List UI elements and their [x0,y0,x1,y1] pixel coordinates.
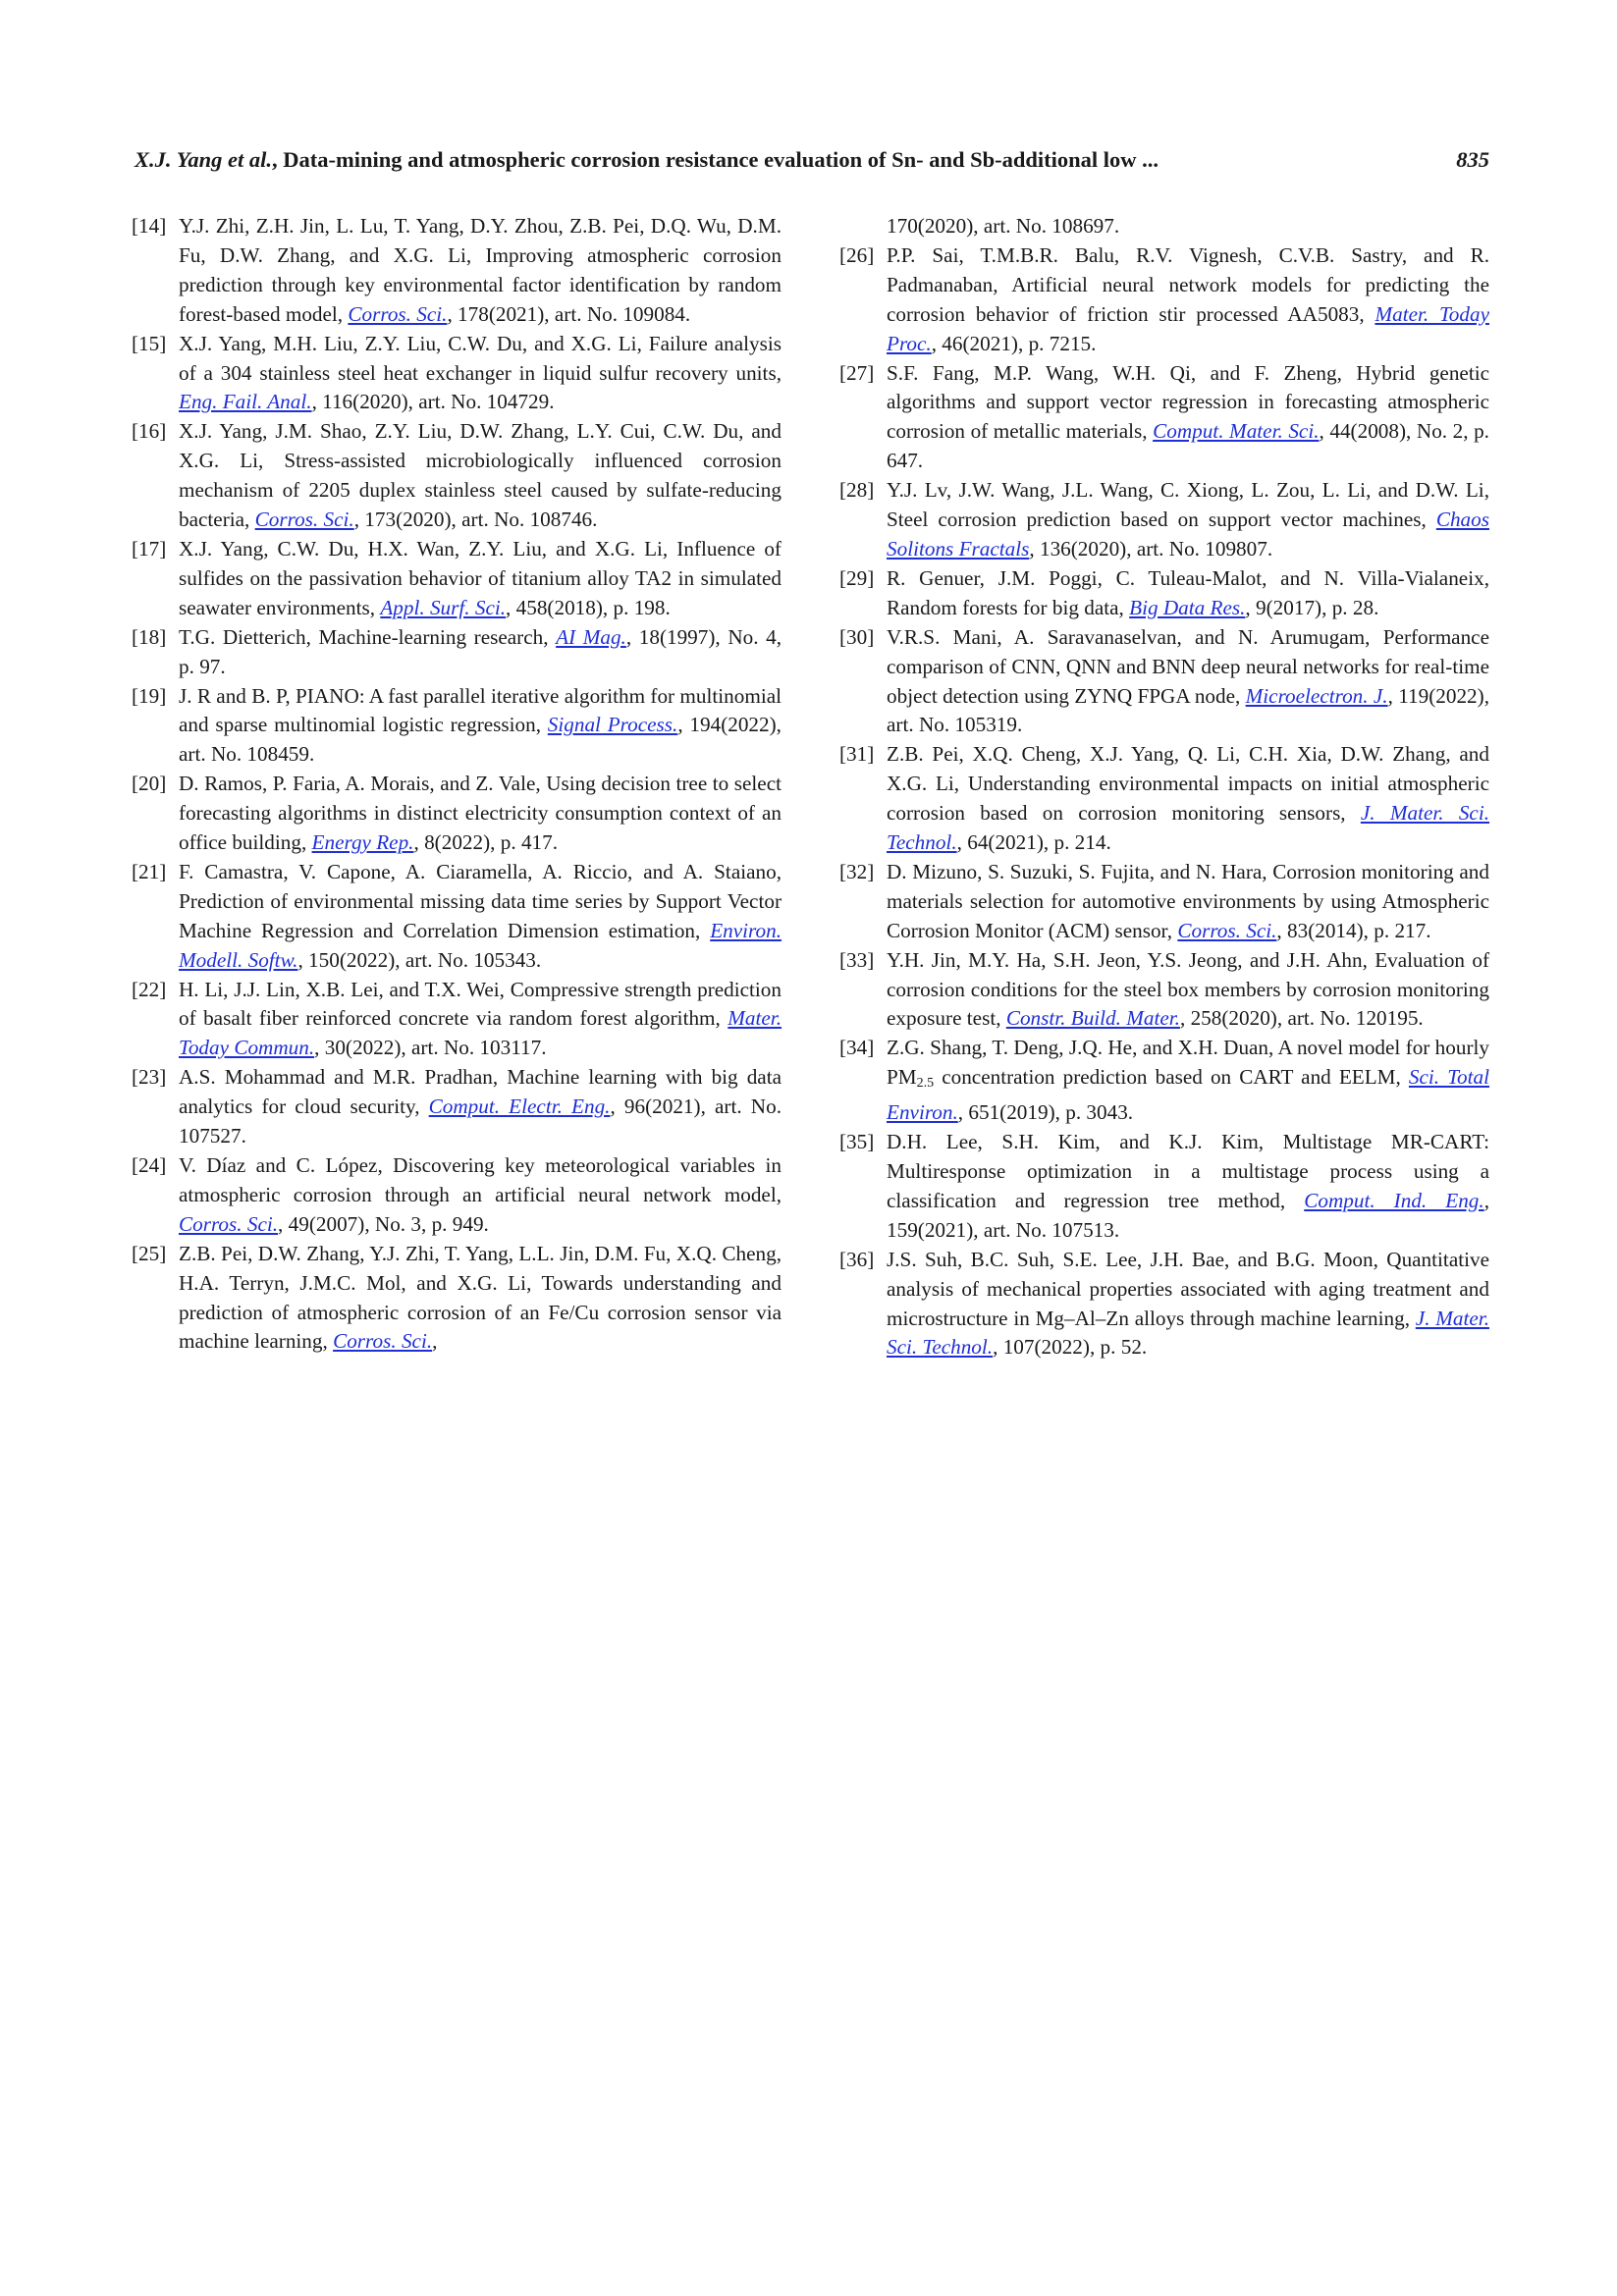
ref-number: [21] [132,859,167,883]
ref-text: Y.J. Lv, J.W. Wang, J.L. Wang, C. Xiong, L. Zou, L. Li, and D.W. Li, Steel corrosion prediction based on support vector machines, [887,478,1489,532]
ref-text: Z.G. Shang, T. Deng, J.Q. He, and X.H. Duan, A novel model for hourly PM [887,1036,1489,1090]
ref-journal-link[interactable]: Signal Process. [547,713,678,737]
ref-details: , [432,1329,438,1354]
reference-17 [132,535,782,623]
ref-details: , 651(2019), p. 3043. [957,1100,1134,1125]
ref-text: Z.B. Pei, D.W. Zhang, Y.J. Zhi, T. Yang, L.L. Jin, D.M. Fu, X.Q. Cheng, H.A. Terryn, J.M.C. Mol, and X.G. Li, Towards understanding and prediction of atmospheric corrosion of an Fe/Cu corrosion sensor via machine learning, [179,1241,782,1354]
ref-journal-link[interactable]: Sci. Total Environ. [887,1065,1489,1125]
ref-number: [15] [132,331,167,355]
ref-number: [36] [839,1247,875,1271]
reference-25-continuation [839,212,1489,241]
reference-21 [132,858,782,976]
ref-details: 170(2020), art. No. 108697. [887,214,1120,238]
ref-text: R. Genuer, J.M. Poggi, C. Tuleau-Malot, and N. Villa-Vialaneix, Random forests for big data, [887,565,1489,619]
ref-journal-link[interactable]: Corros. Sci. [179,1211,279,1236]
ref-details: , 119(2022), art. No. 105319. [887,683,1489,737]
page-number: 835 [1456,147,1489,172]
ref-number: [32] [839,859,875,883]
ref-text: J.S. Suh, B.C. Suh, S.E. Lee, J.H. Bae, and B.G. Moon, Quantitative analysis of mechanical properties associated with aging treatment and microstructure in Mg–Al–Zn alloys through machine learning, [887,1247,1489,1330]
ref-number: [34] [839,1036,875,1060]
ref-journal-link[interactable]: AI Mag. [556,624,626,649]
reference-35 [839,1128,1489,1246]
reference-32 [839,858,1489,946]
reference-28 [839,476,1489,564]
ref-text: D. Mizuno, S. Suzuki, S. Fujita, and N. Hara, Corrosion monitoring and materials selection for automotive environments by using Atmospheric Corrosion Monitor (ACM) sensor, [887,859,1489,942]
ref-number: [16] [132,419,167,444]
ref-number: [28] [839,478,875,503]
ref-text: F. Camastra, V. Capone, A. Ciaramella, A. Riccio, and A. Staiano, Prediction of environmental missing data time series by Support Vector Machine Regression and Correlation Dimension estimation, [179,859,782,942]
ref-details: , 150(2022), art. No. 105343. [297,947,542,972]
ref-text: X.J. Yang, J.M. Shao, Z.Y. Liu, D.W. Zhang, L.Y. Cui, C.W. Du, and X.G. Li, Stress-assisted microbiologically influenced corrosion mechanism of 2205 duplex stainless steel caused by sulfate-reducing bacteria, [179,419,782,532]
ref-text: Y.H. Jin, M.Y. Ha, S.H. Jeon, Y.S. Jeong, and J.H. Ahn, Evaluation of corrosion conditions for the steel box members by corrosion monitoring exposure test, [887,947,1489,1031]
ref-journal-link[interactable]: Mater. Today Proc. [887,301,1489,355]
reference-29 [839,564,1489,623]
reference-26 [839,241,1489,359]
ref-text: D. Ramos, P. Faria, A. Morais, and Z. Vale, Using decision tree to select forecasting algorithms in distinct electricity consumption context of an office building, [179,772,782,855]
reference-23 [132,1063,782,1151]
ref-journal-link[interactable]: Corros. Sci. [333,1329,433,1354]
ref-text: H. Li, J.J. Lin, X.B. Lei, and T.X. Wei, Compressive strength prediction of basalt fiber reinforced concrete via random forest algorithm, [179,977,782,1031]
ref-details: , 64(2021), p. 214. [956,830,1111,855]
references-left-column [132,212,782,1357]
ref-text: V.R.S. Mani, A. Saravanaselvan, and N. Arumugam, Performance comparison of CNN, QNN and BNN deep neural networks for real-time object detection using ZYNQ FPGA node, [887,624,1489,708]
ref-journal-link[interactable]: Environ. Modell. Softw. [179,918,782,972]
reference-14 [132,212,782,330]
ref-text: X.J. Yang, M.H. Liu, Z.Y. Liu, C.W. Du, and X.G. Li, Failure analysis of a 304 stainless steel heat exchanger in liquid sulfur recovery units, [179,331,782,385]
reference-34 [839,1034,1489,1128]
ref-journal-link[interactable]: Corros. Sci. [348,301,448,326]
ref-number: [19] [132,683,167,708]
ref-number: [24] [132,1153,167,1177]
header-title: , Data-mining and atmospheric corrosion resistance evaluation of Sn- and Sb-additional low ... [272,147,1159,172]
ref-text: J. R and B. P, PIANO: A fast parallel iterative algorithm for multinomial and sparse multinomial logistic regression, [179,683,782,737]
reference-20 [132,770,782,858]
ref-journal-link[interactable]: Comput. Mater. Sci. [1153,419,1320,444]
header-authors: X.J. Yang et al. [135,147,273,172]
reference-36 [839,1246,1489,1363]
ref-details: , 136(2020), art. No. 109807. [1029,536,1273,561]
ref-details: , 83(2014), p. 217. [1276,918,1431,942]
reference-33 [839,946,1489,1035]
ref-details: , 116(2020), art. No. 104729. [311,390,555,414]
ref-journal-link[interactable]: Microelectron. J. [1245,683,1388,708]
ref-journal-link[interactable]: Mater. Today Commun. [179,1006,782,1060]
ref-details: , 18(1997), No. 4, p. 97. [179,624,782,678]
ref-number: [26] [839,242,875,267]
ref-details: , 49(2007), No. 3, p. 949. [278,1211,489,1236]
reference-22 [132,976,782,1064]
ref-details: , 9(2017), p. 28. [1245,595,1379,619]
ref-details: , 159(2021), art. No. 107513. [887,1188,1489,1242]
references-right-column [839,212,1489,1362]
reference-24 [132,1151,782,1240]
ref-journal-link[interactable]: Eng. Fail. Anal. [179,390,312,414]
ref-text: P.P. Sai, T.M.B.R. Balu, R.V. Vignesh, C.V.B. Sastry, and R. Padmanaban, Artificial neural network models for predicting the corrosion behavior of friction stir processed AA5083, [887,242,1489,326]
ref-text: S.F. Fang, M.P. Wang, W.H. Qi, and F. Zheng, Hybrid genetic algorithms and support vector regression in forecasting atmospheric corrosion of metallic materials, [887,360,1489,444]
reference-18 [132,623,782,682]
ref-journal-link[interactable]: Energy Rep. [311,830,414,855]
ref-journal-link[interactable]: Big Data Res. [1129,595,1246,619]
ref-details: , 178(2021), art. No. 109084. [447,301,691,326]
ref-subscript: 2.5 [916,1076,935,1092]
ref-journal-link[interactable]: J. Mater. Sci. Technol. [887,801,1489,855]
ref-details: , 44(2008), No. 2, p. 647. [887,419,1489,473]
ref-details: , 194(2022), art. No. 108459. [179,713,782,767]
ref-details: , 96(2021), art. No. 107527. [179,1095,782,1148]
ref-details: , 46(2021), p. 7215. [931,331,1097,355]
ref-journal-link[interactable]: Corros. Sci. [1177,918,1277,942]
ref-number: [31] [839,742,875,767]
ref-number: [33] [839,947,875,972]
reference-27 [839,359,1489,477]
ref-journal-link[interactable]: Comput. Electr. Eng. [428,1095,611,1119]
ref-journal-link[interactable]: Appl. Surf. Sci. [380,595,507,619]
ref-text: V. Díaz and C. López, Discovering key meteorological variables in atmospheric corrosion through an artificial neural network model, [179,1153,782,1206]
reference-15 [132,330,782,418]
ref-number: [22] [132,977,167,1001]
ref-journal-link[interactable]: J. Mater. Sci. Technol. [887,1306,1489,1360]
reference-16 [132,417,782,535]
ref-number: [14] [132,214,167,238]
ref-journal-link[interactable]: Constr. Build. Mater. [1005,1006,1180,1031]
ref-text: Y.J. Zhi, Z.H. Jin, L. Lu, T. Yang, D.Y. Zhou, Z.B. Pei, D.Q. Wu, D.M. Fu, D.W. Zhang, and X.G. Li, Improving atmospheric corrosion prediction through key environmental factor identification by random forest-based model, [179,214,782,326]
ref-text: Z.B. Pei, X.Q. Cheng, X.J. Yang, Q. Li, C.H. Xia, D.W. Zhang, and X.G. Li, Understanding environmental impacts on initial atmospheric corrosion based on corrosion monitoring sensors, [887,742,1489,826]
reference-19 [132,682,782,771]
ref-details: , 258(2020), art. No. 120195. [1179,1006,1424,1031]
ref-details: , 458(2018), p. 198. [506,595,671,619]
ref-details: , 107(2022), p. 52. [993,1335,1148,1360]
reference-25 [132,1240,782,1358]
ref-number: [23] [132,1065,167,1090]
ref-journal-link[interactable]: Comput. Ind. Eng. [1304,1188,1484,1212]
running-header [135,147,1489,183]
reference-31 [839,740,1489,858]
reference-30 [839,623,1489,741]
ref-text-cont: concentration prediction based on CART and EELM, [934,1065,1409,1090]
ref-details: , 173(2020), art. No. 108746. [353,507,598,532]
ref-text: X.J. Yang, C.W. Du, H.X. Wan, Z.Y. Liu, and X.G. Li, Influence of sulfides on the passivation behavior of titanium alloy TA2 in simulated seawater environments, [179,536,782,619]
ref-journal-link[interactable]: Chaos Solitons Fractals [887,507,1489,561]
ref-text: A.S. Mohammad and M.R. Pradhan, Machine learning with big data analytics for cloud security, [179,1065,782,1119]
ref-text: D.H. Lee, S.H. Kim, and K.J. Kim, Multistage MR-CART: Multiresponse optimization in a multistage process using a classification and regression tree method, [887,1130,1489,1212]
ref-text: T.G. Dietterich, Machine-learning research, [179,624,557,649]
ref-number: [35] [839,1130,875,1154]
ref-number: [27] [839,360,875,385]
ref-number: [29] [839,565,875,590]
ref-number: [25] [132,1241,167,1265]
ref-details: , 8(2022), p. 417. [413,830,559,855]
ref-number: [30] [839,624,875,649]
ref-details: , 30(2022), art. No. 103117. [314,1036,547,1060]
ref-number: [20] [132,772,167,796]
ref-journal-link[interactable]: Corros. Sci. [254,507,354,532]
ref-number: [17] [132,536,167,561]
ref-number: [18] [132,624,167,649]
